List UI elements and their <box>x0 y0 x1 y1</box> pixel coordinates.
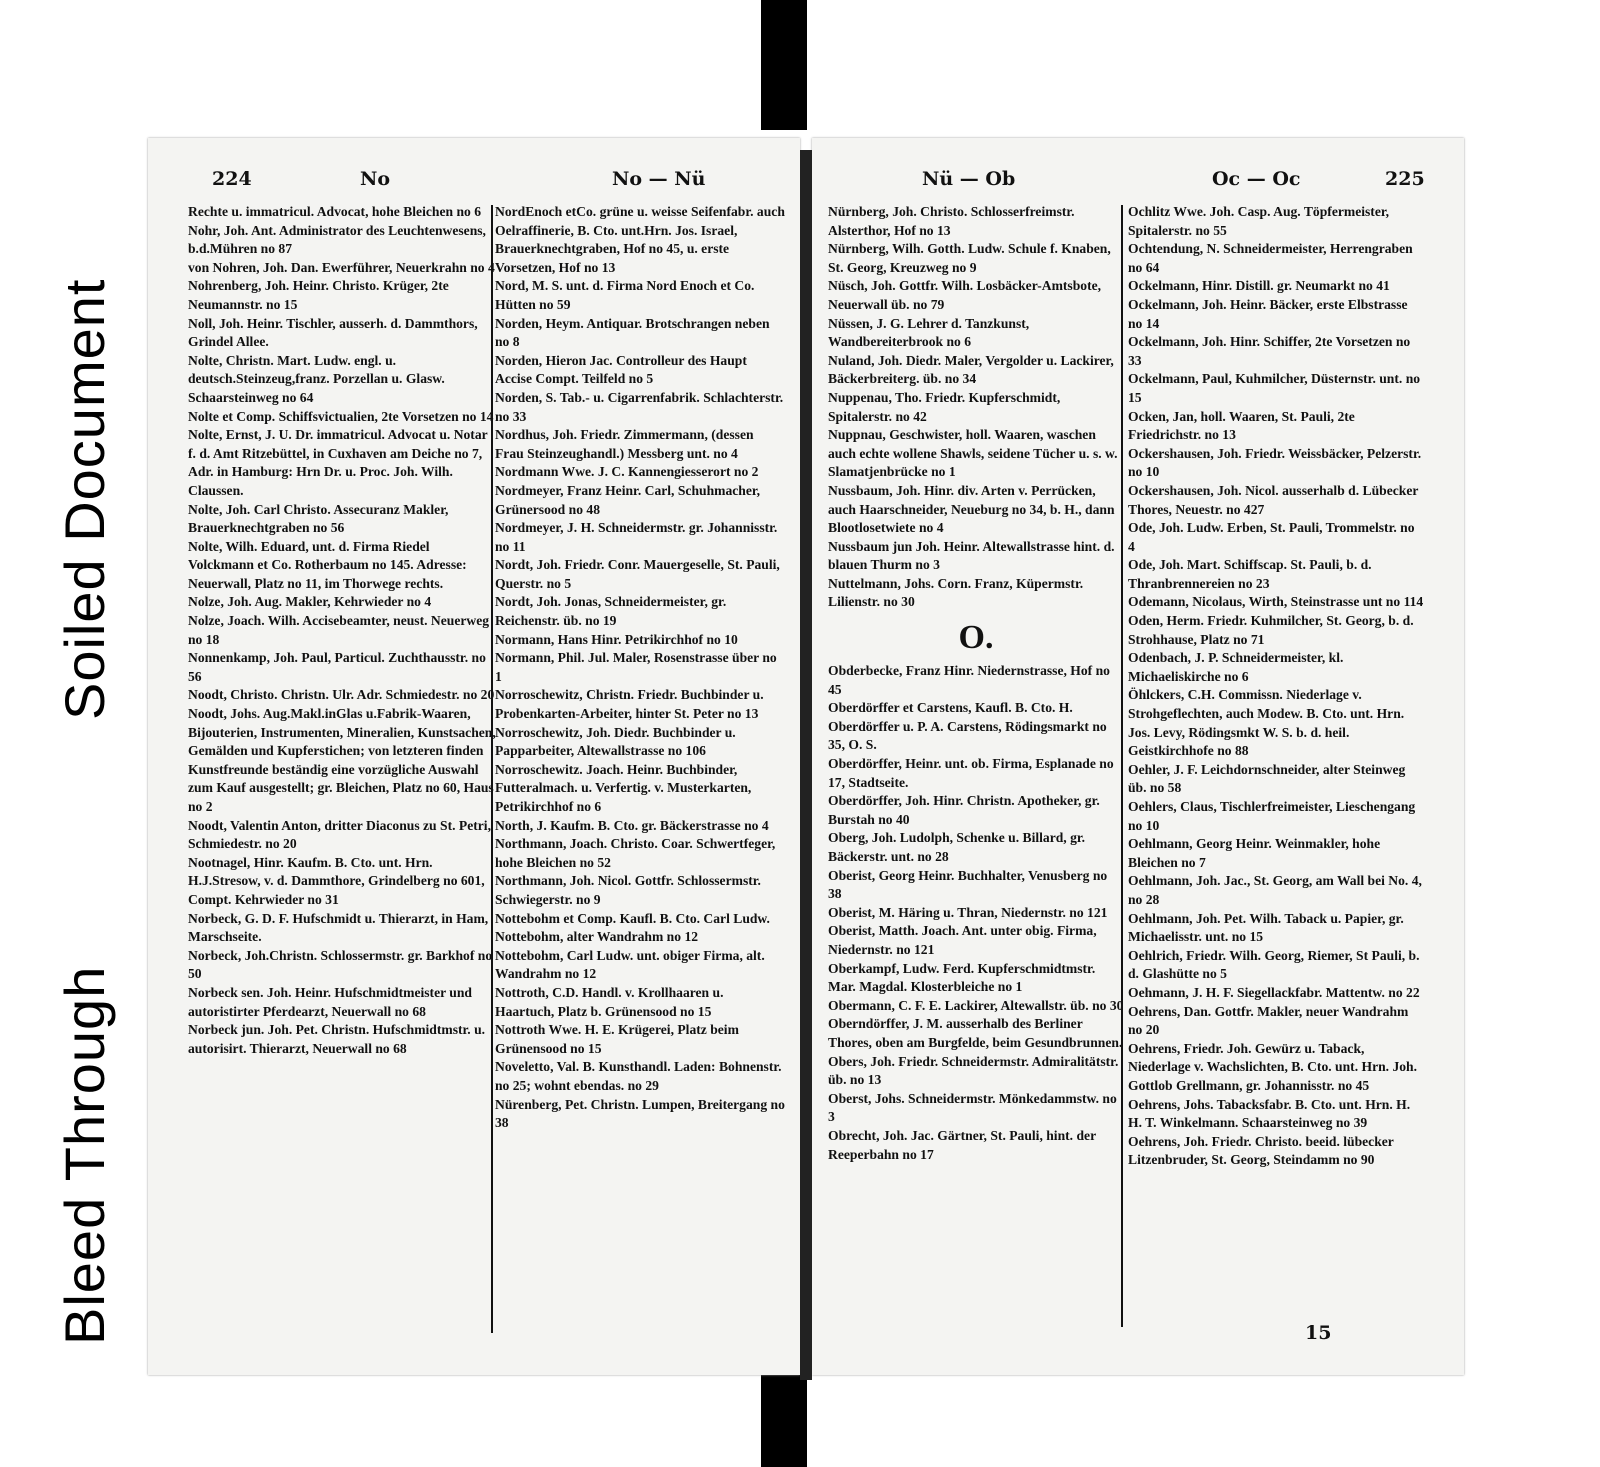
directory-entry: Nussbaum jun Joh. Heinr. Altewallstrasse hint. d. blauen Thurm no 3 <box>828 538 1115 573</box>
right-head-2: Oc — Oc <box>1212 168 1301 190</box>
directory-entry: Normann, Phil. Jul. Maler, Rosenstrasse über no 1 <box>495 650 777 684</box>
directory-entry: Obrecht, Joh. Jac. Gärtner, St. Pauli, hint. der Reeperbahn no 17 <box>828 1127 1096 1162</box>
left-head-1: No <box>360 168 391 190</box>
left-head-2: No — Nü <box>612 168 706 190</box>
directory-entry: Norden, Heym. Antiquar. Brotschrangen neben no 8 <box>495 315 770 350</box>
directory-entry: Noveletto, Val. B. Kunsthandl. Laden: Bohnenstr. no 25; wohnt ebendas. no 29 <box>495 1059 782 1093</box>
directory-entry: Nohr, Joh. Ant. Administrator des Leuchtenwesens, b.d.Mühren no 87 <box>188 222 486 257</box>
directory-entry: Öhlckers, C.H. Commissn. Niederlage v. Strohgeflechten, auch Modew. B. Cto. unt. Hrn. Jos. Levy, Rödingsmkt W. S. b. d. heil. Geistkirchhofe no 88 <box>1128 687 1405 759</box>
directory-entry: Oehrens, Friedr. Joh. Gewürz u. Taback, Niederlage v. Wachslichten, B. Cto. unt. Hrn. Joh. Gottlob Grellmann, gr. Johannisstr. no 45 <box>1128 1040 1418 1093</box>
directory-entry: Ocken, Jan, holl. Waaren, St. Pauli, 2te Friedrichstr. no 13 <box>1128 408 1355 443</box>
directory-entry: Normann, Hans Hinr. Petrikirchhof no 10 <box>495 631 738 647</box>
directory-entry: Nuppnau, Geschwister, holl. Waaren, waschen auch echte wollene Shawls, seidene Tücher u. s. w. Slamatjenbrücke no 1 <box>828 427 1118 480</box>
directory-entry: Obers, Joh. Friedr. Schneidermstr. Admiralitätstr. üb. no 13 <box>828 1053 1119 1088</box>
directory-entry: Nottroth Wwe. H. E. Krügerei, Platz beim Grünensood no 15 <box>495 1022 739 1056</box>
signature-mark: 15 <box>1305 1322 1332 1344</box>
directory-entry: Oberkampf, Ludw. Ferd. Kupferschmidtmstr. Mar. Magdal. Klosterbleiche no 1 <box>828 960 1096 995</box>
directory-entry: Obderbecke, Franz Hinr. Niedernstrasse, Hof no 45 <box>828 663 1110 697</box>
directory-entry: Oberg, Joh. Ludolph, Schenke u. Billard, gr. Bäckerstr. unt. no 28 <box>828 830 1086 864</box>
directory-entry: Ockelmann, Joh. Hinr. Schiffer, 2te Vorsetzen no 33 <box>1128 334 1411 368</box>
directory-entry: Nordt, Joh. Jonas, Schneidermeister, gr. Reichenstr. üb. no 19 <box>495 594 727 629</box>
directory-entry: North, J. Kaufm. B. Cto. gr. Bäckerstrasse no 4 <box>495 817 769 833</box>
directory-entry: Oehlmann, Joh. Pet. Wilh. Taback u. Papier, gr. Michaelisstr. unt. no 15 <box>1128 910 1404 945</box>
directory-entry: Oehler, J. F. Leichdornschneider, alter Steinweg üb. no 58 <box>1128 761 1406 796</box>
directory-entry: Odenbach, J. P. Schneidermeister, kl. Michaeliskirche no 6 <box>1128 650 1344 684</box>
directory-entry: Ockelmann, Hinr. Distill. gr. Neumarkt no 41 <box>1128 278 1390 294</box>
directory-entry: Nolte, Wilh. Eduard, unt. d. Firma Riedel Volckmann et Co. Rotherbaum no 145. Adresse: Neuerwall, Platz no 11, im Thorwege rechts. <box>188 538 467 591</box>
directory-entry: Nürnberg, Wilh. Gotth. Ludw. Schule f. Knaben, St. Georg, Kreuzweg no 9 <box>828 241 1111 275</box>
binding-tab-top <box>761 0 807 130</box>
directory-entry: Oehlmann, Georg Heinr. Weinmakler, hohe Bleichen no 7 <box>1128 836 1381 870</box>
directory-entry: Ode, Joh. Ludw. Erben, St. Pauli, Trommelstr. no 4 <box>1128 520 1415 554</box>
directory-entry: Ockelmann, Paul, Kuhmilcher, Düsternstr. unt. no 15 <box>1128 371 1421 405</box>
directory-entry: Oehrens, Johs. Tabacksfabr. B. Cto. unt. Hrn. H. H. T. Winkelmann. Schaarsteinweg no 39 <box>1128 1096 1411 1131</box>
directory-entry: Nürnberg, Joh. Christo. Schlosserfreimstr. Alsterthor, Hof no 13 <box>828 204 1075 238</box>
directory-entry: Ockelmann, Joh. Heinr. Bäcker, erste Elbstrasse no 14 <box>1128 296 1408 331</box>
directory-entry: Ochtendung, N. Schneidermeister, Herrengraben no 64 <box>1128 241 1413 275</box>
directory-entry: Norbeck sen. Joh. Heinr. Hufschmidtmeister und autoristirter Pferdearzt, Neuerwall no 68 <box>188 984 472 1019</box>
directory-entry: Oehlrich, Friedr. Wilh. Georg, Riemer, St Pauli, b. d. Glashütte no 5 <box>1128 947 1420 982</box>
directory-entry: Oberdörffer, Heinr. unt. ob. Firma, Esplanade no 17, Stadtseite. <box>828 756 1114 790</box>
directory-entry: Nolte, Christn. Mart. Ludw. engl. u. deutsch.Steinzeug,franz. Porzellan u. Glasw. Schaarsteinweg no 64 <box>188 352 445 405</box>
directory-entry: Odemann, Nicolaus, Wirth, Steinstrasse unt no 114 <box>1128 594 1424 610</box>
column-1 <box>188 203 498 1058</box>
directory-entry: Norroschewitz. Joach. Heinr. Buchbinder, Futteralmach. u. Verfertig. v. Musterkarten, Petrikirchhof no 6 <box>495 761 752 814</box>
directory-entry: Ockershausen, Joh. Nicol. ausserhalb d. Lübecker Thores, Neuestr. no 427 <box>1128 482 1419 517</box>
directory-entry: Noll, Joh. Heinr. Tischler, ausserh. d. Dammthors, Grindel Allee. <box>188 315 478 350</box>
directory-entry: Oehrens, Joh. Friedr. Christo. beeid. lübecker Litzenbruder, St. Georg, Steindamm no 90 <box>1128 1133 1394 1168</box>
column-3 <box>828 203 1124 1164</box>
directory-entry: Oberist, Matth. Joach. Ant. unter obig. Firma, Niedernstr. no 121 <box>828 923 1097 957</box>
directory-entry: Noodt, Johs. Aug.Makl.inGlas u.Fabrik-Waaren, Bijouterien, Instrumenten, Mineralien, Kunstsachen, Gemälden und Kupferstichen; von letzteren finden Kunstfreunde beständig eine vorzügliche Auswahl zum Kauf ausgestellt; gr. Bleichen, Platz no 60, Haus no 2 <box>188 706 496 814</box>
right-page-number: 225 <box>1385 168 1425 190</box>
directory-entry: Nohrenberg, Joh. Heinr. Christo. Krüger, 2te Neumannstr. no 15 <box>188 278 449 312</box>
bleed-through-label: Bleed Through <box>53 965 116 1345</box>
directory-entry: Norroschewitz, Joh. Diedr. Buchbinder u. Papparbeiter, Altewallstrasse no 106 <box>495 724 736 759</box>
directory-entry: Oehmann, J. H. F. Siegellackfabr. Mattentw. no 22 <box>1128 984 1420 1000</box>
directory-entry: Nottebohm, Carl Ludw. unt. obiger Firma, alt. Wandrahm no 12 <box>495 947 765 982</box>
directory-entry: Nürenberg, Pet. Christn. Lumpen, Breitergang no 38 <box>495 1096 785 1131</box>
directory-entry: Oehrens, Dan. Gottfr. Makler, neuer Wandrahm no 20 <box>1128 1003 1409 1038</box>
directory-entry: Oberist, M. Häring u. Thran, Niedernstr. no 121 <box>828 904 1108 920</box>
directory-entry: Obermann, C. F. E. Lackirer, Altewallstr. üb. no 30 <box>828 997 1124 1013</box>
directory-entry: NordEnoch etCo. grüne u. weisse Seifenfabr. auch Oelraffinerie, B. Cto. unt.Hrn. Jos. Israel, Brauerknechtgraben, Hof no 45, u. erste Vorsetzen, Hof no 13 <box>495 204 785 275</box>
directory-entry: Nonnenkamp, Joh. Paul, Particul. Zuchthausstr. no 56 <box>188 650 486 684</box>
directory-entry: Nuppenau, Tho. Friedr. Kupferschmidt, Spitalerstr. no 42 <box>828 389 1061 424</box>
directory-entry: Nuttelmann, Johs. Corn. Franz, Küpermstr. Lilienstr. no 30 <box>828 575 1084 610</box>
directory-entry: Nootnagel, Hinr. Kaufm. B. Cto. unt. Hrn. H.J.Stresow, v. d. Dammthore, Grindelberg no 601, Compt. Kehrwieder no 31 <box>188 854 485 907</box>
directory-entry: Noodt, Christo. Christn. Ulr. Adr. Schmiedestr. no 20 <box>188 687 495 703</box>
directory-entry: Norbeck jun. Joh. Pet. Christn. Hufschmidtmstr. u. autorisirt. Thierarzt, Neuerwall no 68 <box>188 1022 486 1056</box>
directory-entry: Norbeck, Joh.Christn. Schlossermstr. gr. Barkhof no 50 <box>188 947 493 982</box>
directory-entry: Norden, S. Tab.- u. Cigarrenfabrik. Schlachterstr. no 33 <box>495 389 784 424</box>
directory-entry: Noodt, Valentin Anton, dritter Diaconus zu St. Petri, Schmiedestr. no 20 <box>188 817 491 852</box>
directory-entry: Nordmeyer, Franz Heinr. Carl, Schuhmacher, Grünersood no 48 <box>495 482 761 517</box>
directory-entry: Rechte u. immatricul. Advocat, hohe Bleichen no 6 <box>188 204 482 219</box>
column-2 <box>495 203 785 1133</box>
directory-entry: Nüsch, Joh. Gottfr. Wilh. Losbäcker-Amtsbote, Neuerwall üb. no 79 <box>828 278 1102 312</box>
directory-entry: Ode, Joh. Mart. Schiffscap. St. Pauli, b. d. Thranbrennereien no 23 <box>1128 557 1372 591</box>
directory-entry: Ockershausen, Joh. Friedr. Weissbäcker, Pelzerstr. no 10 <box>1128 445 1422 480</box>
directory-entry: Oberist, Georg Heinr. Buchhalter, Venusberg no 38 <box>828 867 1108 902</box>
directory-entry: Nolze, Joach. Wilh. Accisebeamter, neust. Neuerweg no 18 <box>188 613 490 647</box>
directory-entry: Nuland, Joh. Diedr. Maler, Vergolder u. Lackirer, Bäckerbreiterg. üb. no 34 <box>828 352 1114 387</box>
directory-entry: Nottroth, C.D. Handl. v. Krollhaaren u. Haartuch, Platz b. Grünensood no 15 <box>495 984 724 1019</box>
book-spine <box>800 150 812 1380</box>
right-head-1: Nü — Ob <box>922 168 1016 190</box>
directory-entry: Nordhus, Joh. Friedr. Zimmermann, (dessen Frau Steinzeughandl.) Messberg unt. no 4 <box>495 427 754 461</box>
directory-entry: Oberst, Johs. Schneidermstr. Mönkedammstw. no 3 <box>828 1090 1117 1125</box>
section-letter-o: O. <box>958 619 994 657</box>
directory-entry: Oberndörffer, J. M. ausserhalb des Berliner Thores, oben am Burgfelde, beim Gesundbrunnen. <box>828 1016 1123 1050</box>
directory-entry: Nüssen, J. G. Lehrer d. Tanzkunst, Wandbereiterbrook no 6 <box>828 315 1030 350</box>
directory-entry: Norroschewitz, Christn. Friedr. Buchbinder u. Probenkarten-Arbeiter, hinter St. Peter no 13 <box>495 687 764 722</box>
directory-entry: von Nohren, Joh. Dan. Ewerführer, Neuerkrahn no 4 <box>188 259 495 275</box>
directory-entry: Nordmeyer, J. H. Schneidermstr. gr. Johannisstr. no 11 <box>495 520 778 554</box>
directory-entry: Nord, M. S. unt. d. Firma Nord Enoch et Co. Hütten no 59 <box>495 278 755 312</box>
directory-entry: Oehlers, Claus, Tischlerfreimeister, Lieschengang no 10 <box>1128 799 1416 833</box>
directory-entry: Oehlmann, Joh. Jac., St. Georg, am Wall bei No. 4, no 28 <box>1128 873 1422 907</box>
directory-entry: Nolte, Ernst, J. U. Dr. immatricul. Advocat u. Notar f. d. Amt Ritzebüttel, in Cuxhaven am Deiche no 7, Adr. in Hamburg: Hrn Dr. u. Proc. Joh. Wilh. Claussen. <box>188 427 488 498</box>
directory-entry: Nolte et Comp. Schiffsvictualien, 2te Vorsetzen no 14 <box>188 408 494 424</box>
directory-entry: Nordt, Joh. Friedr. Conr. Mauergeselle, St. Pauli, Querstr. no 5 <box>495 557 780 591</box>
soiled-document-label: Soiled Document <box>53 278 116 720</box>
directory-entry: Oden, Herm. Friedr. Kuhmilcher, St. Georg, b. d. Strohhause, Platz no 71 <box>1128 613 1414 647</box>
directory-entry: Nussbaum, Joh. Hinr. div. Arten v. Perrücken, auch Haarschneider, Neueburg no 34, b. H., dann Blootlosetwiete no 4 <box>828 482 1115 536</box>
left-page-number: 224 <box>212 168 252 190</box>
directory-entry: Nordmann Wwe. J. C. Kannengiesserort no 2 <box>495 464 759 480</box>
directory-entry: Norbeck, G. D. F. Hufschmidt u. Thierarzt, in Ham, Marschseite. <box>188 910 489 945</box>
column-4 <box>1128 203 1424 1170</box>
directory-entry: Ochlitz Wwe. Joh. Casp. Aug. Töpfermeister, Spitalerstr. no 55 <box>1128 204 1390 238</box>
directory-entry: Nolze, Joh. Aug. Makler, Kehrwieder no 4 <box>188 594 432 610</box>
directory-entry: Oberdörffer et Carstens, Kaufl. B. Cto. H. Oberdörffer u. P. A. Carstens, Rödingsmarkt no 35, O. S. <box>828 700 1107 753</box>
directory-entry: Nottebohm et Comp. Kaufl. B. Cto. Carl Ludw. Nottebohm, alter Wandrahm no 12 <box>495 910 770 945</box>
directory-entry: Norden, Hieron Jac. Controlleur des Haupt Accise Compt. Teilfeld no 5 <box>495 352 747 387</box>
directory-entry: Oberdörffer, Joh. Hinr. Christn. Apotheker, gr. Burstah no 40 <box>828 793 1100 827</box>
directory-entry: Northmann, Joach. Christo. Coar. Schwertfeger, hohe Bleichen no 52 <box>495 836 776 870</box>
directory-entry: Northmann, Joh. Nicol. Gottfr. Schlossermstr. Schwiegerstr. no 9 <box>495 873 761 907</box>
directory-entry: Nolte, Joh. Carl Christo. Assecuranz Makler, Brauerknechtgraben no 56 <box>188 501 449 536</box>
